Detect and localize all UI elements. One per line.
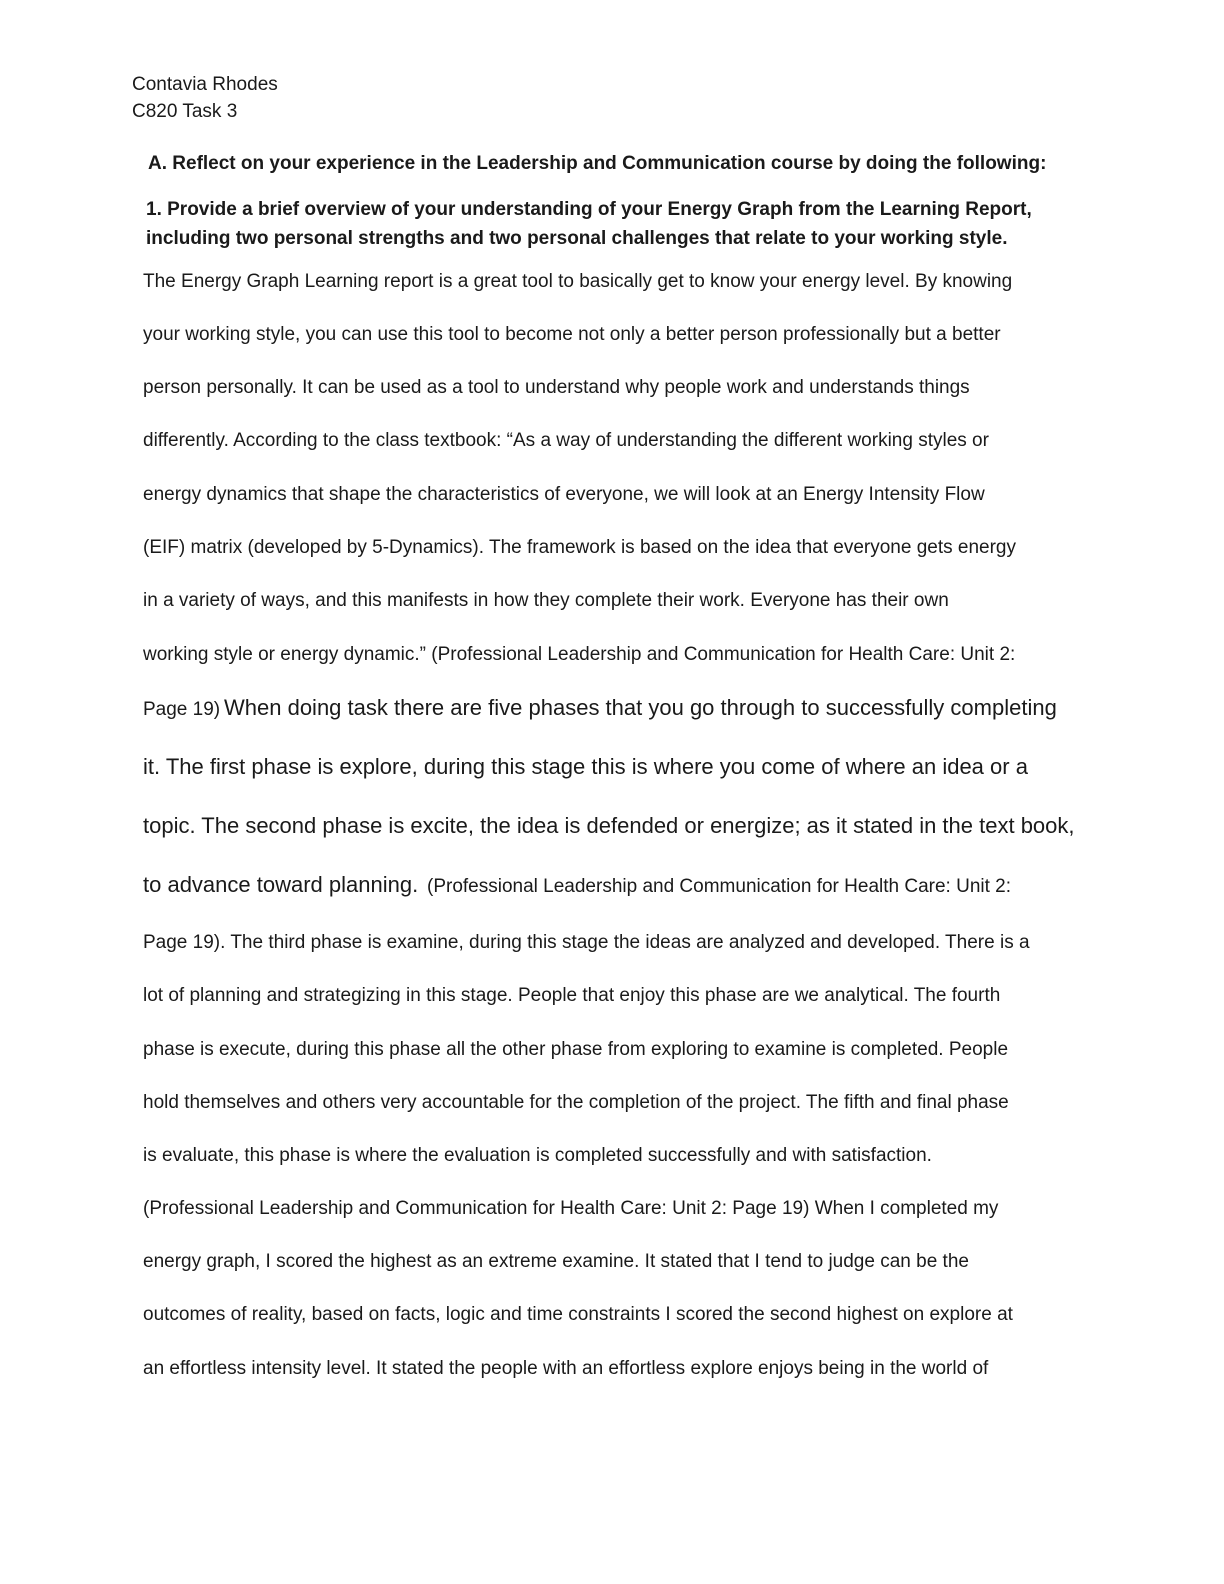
body-line: is evaluate, this phase is where the evaluation is completed successfully and with satisfaction. [143,1145,932,1166]
author-name: Contavia Rhodes [132,74,278,95]
body-line: (Professional Leadership and Communication for Health Care: Unit 2: Page 19) When I completed my [143,1198,999,1219]
body-line-large: topic. The second phase is excite, the idea is defended or energize; as it stated in the text book, [143,813,1075,838]
body-line: working style or energy dynamic.” (Professional Leadership and Communication for Health Care: Unit 2: [143,644,1016,665]
body-line: lot of planning and strategizing in this stage. People that enjoy this phase are we analytical. The fourth [143,985,1001,1006]
body-line: (Professional Leadership and Communication for Health Care: Unit 2: [427,876,1012,897]
course-task: C820 Task 3 [132,101,238,122]
body-line: The Energy Graph Learning report is a great tool to basically get to know your energy level. By knowing [143,271,1013,292]
prompt-1-line-2: including two personal strengths and two personal challenges that relate to your working style. [146,228,1008,249]
body-line-large: When doing task there are five phases that you go through to successfully completing [224,695,1057,720]
body-line: hold themselves and others very accountable for the completion of the project. The fifth and final phase [143,1092,1009,1113]
prompt-1-line-1: 1. Provide a brief overview of your understanding of your Energy Graph from the Learning Report, [146,199,1032,220]
prompt-a: A. Reflect on your experience in the Leadership and Communication course by doing the following: [148,153,1047,174]
body-line: energy dynamics that shape the characteristics of everyone, we will look at an Energy Intensity Flow [143,484,985,505]
body-line: (EIF) matrix (developed by 5-Dynamics). The framework is based on the idea that everyone gets energy [143,537,1016,558]
body-line: an effortless intensity level. It stated the people with an effortless explore enjoys being in the world of [143,1358,989,1379]
body-line: energy graph, I scored the highest as an extreme examine. It stated that I tend to judge can be the [143,1251,969,1272]
body-line: outcomes of reality, based on facts, logic and time constraints I scored the second highest on explore at [143,1304,1013,1325]
body-line-large: to advance toward planning. [143,872,419,897]
body-line: in a variety of ways, and this manifests in how they complete their work. Everyone has their own [143,590,949,611]
body-line: differently. According to the class textbook: “As a way of understanding the different working styles or [143,430,989,451]
body-line: phase is execute, during this phase all the other phase from exploring to examine is completed. People [143,1039,1009,1060]
body-line: Page 19). The third phase is examine, during this stage the ideas are analyzed and developed. There is a [143,932,1030,953]
body-line: person personally. It can be used as a tool to understand why people work and understands things [143,377,970,398]
body-line: your working style, you can use this tool to become not only a better person professionally but a better [143,324,1001,345]
body-line-large: it. The first phase is explore, during this stage this is where you come of where an idea or a [143,754,1028,779]
body-line: Page 19) [143,699,221,720]
